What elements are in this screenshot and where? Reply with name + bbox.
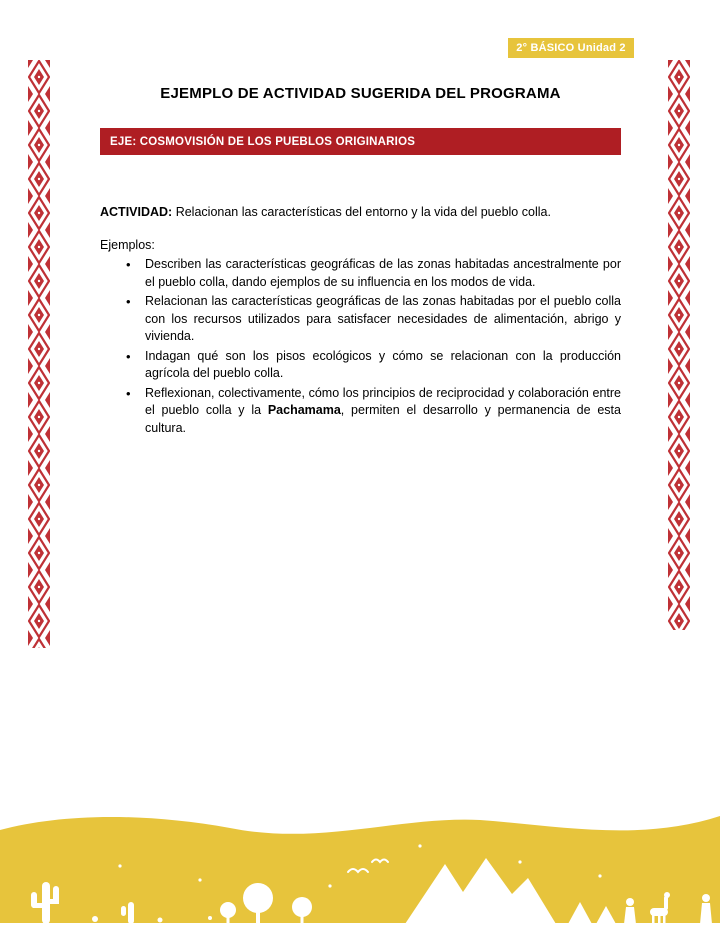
- speckle-icon: [598, 874, 601, 877]
- scrub-icon: [208, 916, 212, 920]
- example-item-text: , permiten el desarrollo y permanencia de esta cultura.: [145, 403, 621, 435]
- ground-strip: [0, 923, 720, 932]
- example-item-text: Relacionan las características geográficas de las zonas habitadas por el pueblo colla con los recursos utilizados para satisfacer necesidades de alimentación, abrigo y vivienda.: [145, 294, 621, 343]
- example-item: [100, 293, 621, 346]
- examples-heading: Ejemplos:: [100, 238, 155, 252]
- landscape-footer-graphic: [0, 802, 720, 932]
- example-item: [100, 348, 621, 383]
- examples-list: [100, 256, 621, 439]
- textile-border-left-icon: [28, 60, 50, 648]
- unit-badge-label: 2° BÁSICO Unidad 2: [516, 42, 626, 54]
- gold-wave: [0, 816, 720, 932]
- activity-line: [100, 204, 621, 221]
- example-item: [100, 256, 621, 291]
- textile-border-right-icon: [668, 60, 690, 630]
- example-item-text: Describen las características geográficas de las zonas habitadas ancestralmente por el pueblo colla, dando ejemplos de su influencia en los modos de vida.: [145, 257, 621, 289]
- activity-label: ACTIVIDAD:: [100, 205, 173, 219]
- unit-badge: [508, 38, 634, 58]
- example-item-text: Reflexionan, colectivamente, cómo los principios de reciprocidad y colaboración entre el pueblo colla y la: [145, 385, 621, 417]
- page-title: EJEMPLO DE ACTIVIDAD SUGERIDA DEL PROGRAMA: [160, 85, 561, 102]
- speckle-icon: [118, 864, 121, 867]
- example-item-text: Indagan qué son los pisos ecológicos y cómo se relacionan con la producción agrícola del pueblo colla.: [145, 348, 621, 380]
- example-item: [100, 385, 621, 438]
- speckle-icon: [328, 884, 331, 887]
- scrub-icon: [92, 916, 98, 922]
- eje-banner: [100, 128, 621, 155]
- speckle-icon: [418, 844, 421, 847]
- speckle-icon: [198, 878, 201, 881]
- scrub-icon: [158, 918, 163, 923]
- example-item-bold-term: Pachamama: [267, 403, 341, 417]
- speckle-icon: [518, 860, 521, 863]
- eje-banner-label: EJE: COSMOVISIÓN DE LOS PUEBLOS ORIGINARIOS: [110, 135, 416, 148]
- activity-text: Relacionan las características del entorno y la vida del pueblo colla.: [175, 205, 551, 219]
